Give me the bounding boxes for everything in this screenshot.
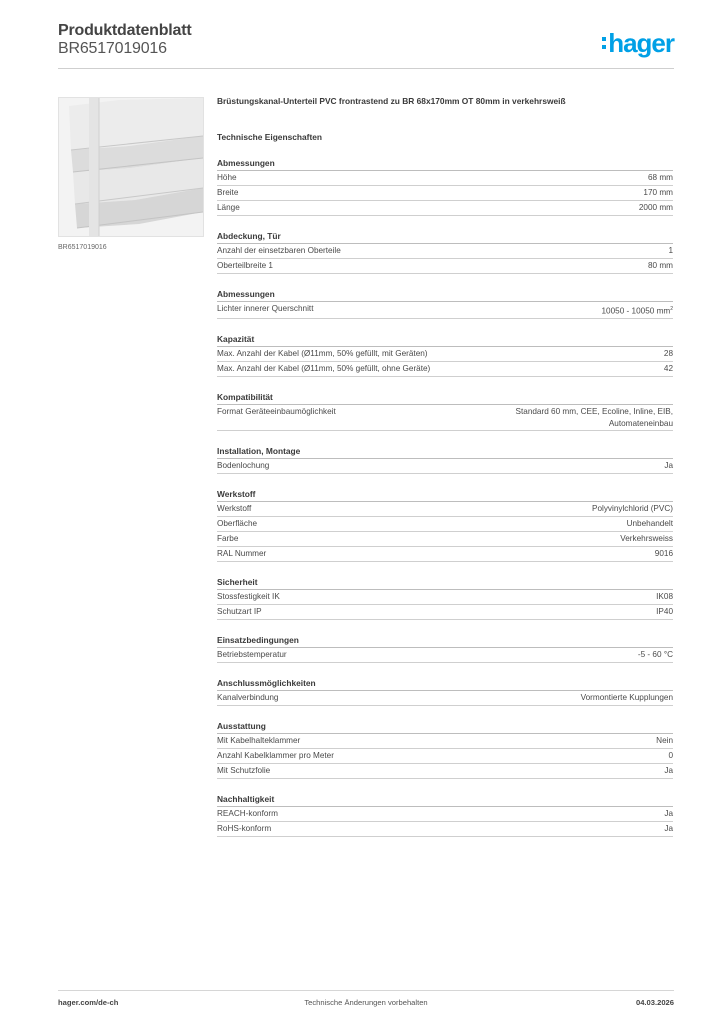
property-label: RoHS-konform xyxy=(217,823,272,833)
property-row xyxy=(217,807,673,822)
property-row xyxy=(217,605,673,620)
property-label: Kanalverbindung xyxy=(217,692,279,702)
property-value-cell xyxy=(655,548,673,560)
section-title: Kapazität xyxy=(217,333,673,347)
property-label: Betriebstemperatur xyxy=(217,649,287,659)
property-label: Oberfläche xyxy=(217,518,258,528)
property-value: Ja xyxy=(664,823,673,833)
page-header xyxy=(58,20,674,68)
property-label: Lichter innerer Querschnitt xyxy=(217,304,314,313)
property-row xyxy=(217,734,673,749)
property-value: -5 - 60 °C xyxy=(637,649,673,659)
property-label: RAL Nummer xyxy=(217,548,267,558)
property-row xyxy=(217,590,673,605)
property-row xyxy=(217,547,673,562)
property-row xyxy=(217,691,673,706)
property-label: REACH-konform xyxy=(217,808,278,818)
property-label: Max. Anzahl der Kabel (Ø11mm, 50% gefüllt, ohne Geräte) xyxy=(217,363,431,373)
product-image xyxy=(58,97,204,237)
property-value-cell xyxy=(668,750,673,762)
property-row xyxy=(217,171,673,186)
section-title: Abdeckung, Tür xyxy=(217,230,673,244)
property-value: IK08 xyxy=(656,591,673,601)
property-value: Unbehandelt xyxy=(626,518,673,528)
properties-sections xyxy=(217,157,673,837)
footer-website-link[interactable]: hager.com/de-ch xyxy=(58,998,119,1007)
logo-text: hager xyxy=(608,28,674,58)
property-value: Ja xyxy=(664,808,673,818)
properties-section xyxy=(217,720,673,779)
property-label: Anzahl der einsetzbaren Oberteile xyxy=(217,246,341,255)
property-row xyxy=(217,749,673,764)
property-value: Ja xyxy=(664,765,673,775)
property-row xyxy=(217,302,673,319)
property-row xyxy=(217,764,673,779)
property-value-cell xyxy=(648,172,673,184)
property-value-cell xyxy=(627,518,673,530)
properties-section xyxy=(217,230,673,274)
property-value-cell xyxy=(620,533,673,545)
property-label: Werkstoff xyxy=(217,503,252,513)
property-value-cell xyxy=(664,363,673,375)
property-value-cell xyxy=(668,245,673,257)
property-value-cell xyxy=(643,187,673,199)
property-value-cell xyxy=(664,765,673,777)
datasheet-content xyxy=(217,95,673,837)
footer-notice: Technische Änderungen vorbehalten xyxy=(304,998,428,1007)
property-value-cell xyxy=(638,649,673,661)
property-value: Ja xyxy=(664,460,673,470)
property-value: 9016 xyxy=(654,548,673,558)
properties-section xyxy=(217,793,673,837)
property-row xyxy=(217,502,673,517)
property-label: Farbe xyxy=(217,533,239,543)
properties-section xyxy=(217,634,673,663)
page-footer xyxy=(58,998,674,1010)
property-value: 10050 - 10050 mm xyxy=(601,306,671,316)
property-value: 28 xyxy=(663,348,673,358)
property-label: Länge xyxy=(217,203,240,212)
property-value: Verkehrsweiss xyxy=(620,533,673,543)
section-title: Abmessungen xyxy=(217,288,673,302)
property-value: 42 xyxy=(663,363,673,373)
property-value-cell xyxy=(656,591,673,603)
property-row xyxy=(217,259,673,274)
properties-section xyxy=(217,445,673,474)
property-value: 1 xyxy=(668,246,673,255)
property-value: 68 mm xyxy=(647,173,673,182)
property-value: 0 xyxy=(668,750,673,760)
property-value-cell xyxy=(664,460,673,472)
property-value: 80 mm xyxy=(647,261,673,270)
properties-section xyxy=(217,677,673,706)
header-divider xyxy=(58,68,674,69)
document-title: Produktdatenblatt xyxy=(58,22,192,39)
property-value-cell xyxy=(581,692,673,704)
property-row xyxy=(217,648,673,663)
properties-section xyxy=(217,333,673,377)
hager-logo xyxy=(602,28,674,58)
property-label: Stossfestigkeit IK xyxy=(217,591,280,601)
logo-dots-icon xyxy=(602,37,606,49)
property-row xyxy=(217,822,673,837)
section-title: Nachhaltigkeit xyxy=(217,793,673,807)
property-value: Nein xyxy=(656,735,673,745)
properties-section xyxy=(217,288,673,319)
property-value-cell xyxy=(483,406,673,430)
section-title: Abmessungen xyxy=(217,157,673,171)
property-value: Standard 60 mm, CEE, Ecoline, Inline, EIB, Automateneinbau xyxy=(515,406,673,428)
property-row xyxy=(217,362,673,377)
section-title: Einsatzbedingungen xyxy=(217,634,673,648)
property-value-cell xyxy=(592,503,673,515)
property-value-cell xyxy=(639,202,673,214)
property-row xyxy=(217,459,673,474)
property-label: Oberteilbreite 1 xyxy=(217,261,273,270)
property-value-cell xyxy=(656,606,673,618)
technical-properties-heading: Technische Eigenschaften xyxy=(217,132,323,142)
property-label: Mit Kabelhalteklammer xyxy=(217,735,301,745)
properties-section xyxy=(217,157,673,216)
property-label: Bodenlochung xyxy=(217,460,270,470)
property-label: Format Geräteeinbaumöglichkeit xyxy=(217,406,336,416)
section-title: Ausstattung xyxy=(217,720,673,734)
property-row xyxy=(217,201,673,216)
properties-section xyxy=(217,576,673,620)
property-value-cell xyxy=(664,808,673,820)
property-label: Schutzart IP xyxy=(217,606,262,616)
properties-section xyxy=(217,391,673,431)
property-value: 2000 mm xyxy=(638,203,673,212)
properties-section xyxy=(217,488,673,562)
property-label: Höhe xyxy=(217,173,237,182)
section-title: Sicherheit xyxy=(217,576,673,590)
property-value-cell xyxy=(664,348,673,360)
image-caption: BR6517019016 xyxy=(58,244,107,251)
product-description: Brüstungskanal-Unterteil PVC frontrastend zu BR 68x170mm OT 80mm in verkehrsweiß xyxy=(217,96,566,106)
property-row xyxy=(217,517,673,532)
property-label: Anzahl Kabelklammer pro Meter xyxy=(217,750,334,760)
property-value-superscript: 2 xyxy=(670,306,673,312)
footer-divider xyxy=(58,990,674,991)
section-title: Anschlussmöglichkeiten xyxy=(217,677,673,691)
property-value: Vormontierte Kupplungen xyxy=(580,692,673,702)
property-label: Breite xyxy=(217,188,239,197)
property-value: 170 mm xyxy=(643,188,673,197)
section-title: Kompatibilität xyxy=(217,391,673,405)
property-label: Max. Anzahl der Kabel (Ø11mm, 50% gefüllt, mit Geräten) xyxy=(217,348,428,358)
property-value-cell xyxy=(648,260,673,272)
property-value: Polyvinylchlorid (PVC) xyxy=(592,503,673,513)
property-row xyxy=(217,244,673,259)
property-value-cell xyxy=(664,823,673,835)
property-row xyxy=(217,405,673,431)
property-value: IP40 xyxy=(656,606,673,616)
footer-date: 04.03.2026 xyxy=(635,998,674,1007)
property-label: Mit Schutzfolie xyxy=(217,765,271,775)
property-row xyxy=(217,347,673,362)
property-value-cell xyxy=(601,303,673,318)
section-title: Werkstoff xyxy=(217,488,673,502)
cable-duct-illustration xyxy=(59,98,203,236)
property-row xyxy=(217,532,673,547)
section-title: Installation, Montage xyxy=(217,445,673,459)
property-row xyxy=(217,186,673,201)
product-number: BR6517019016 xyxy=(58,40,167,57)
property-value-cell xyxy=(656,735,673,747)
